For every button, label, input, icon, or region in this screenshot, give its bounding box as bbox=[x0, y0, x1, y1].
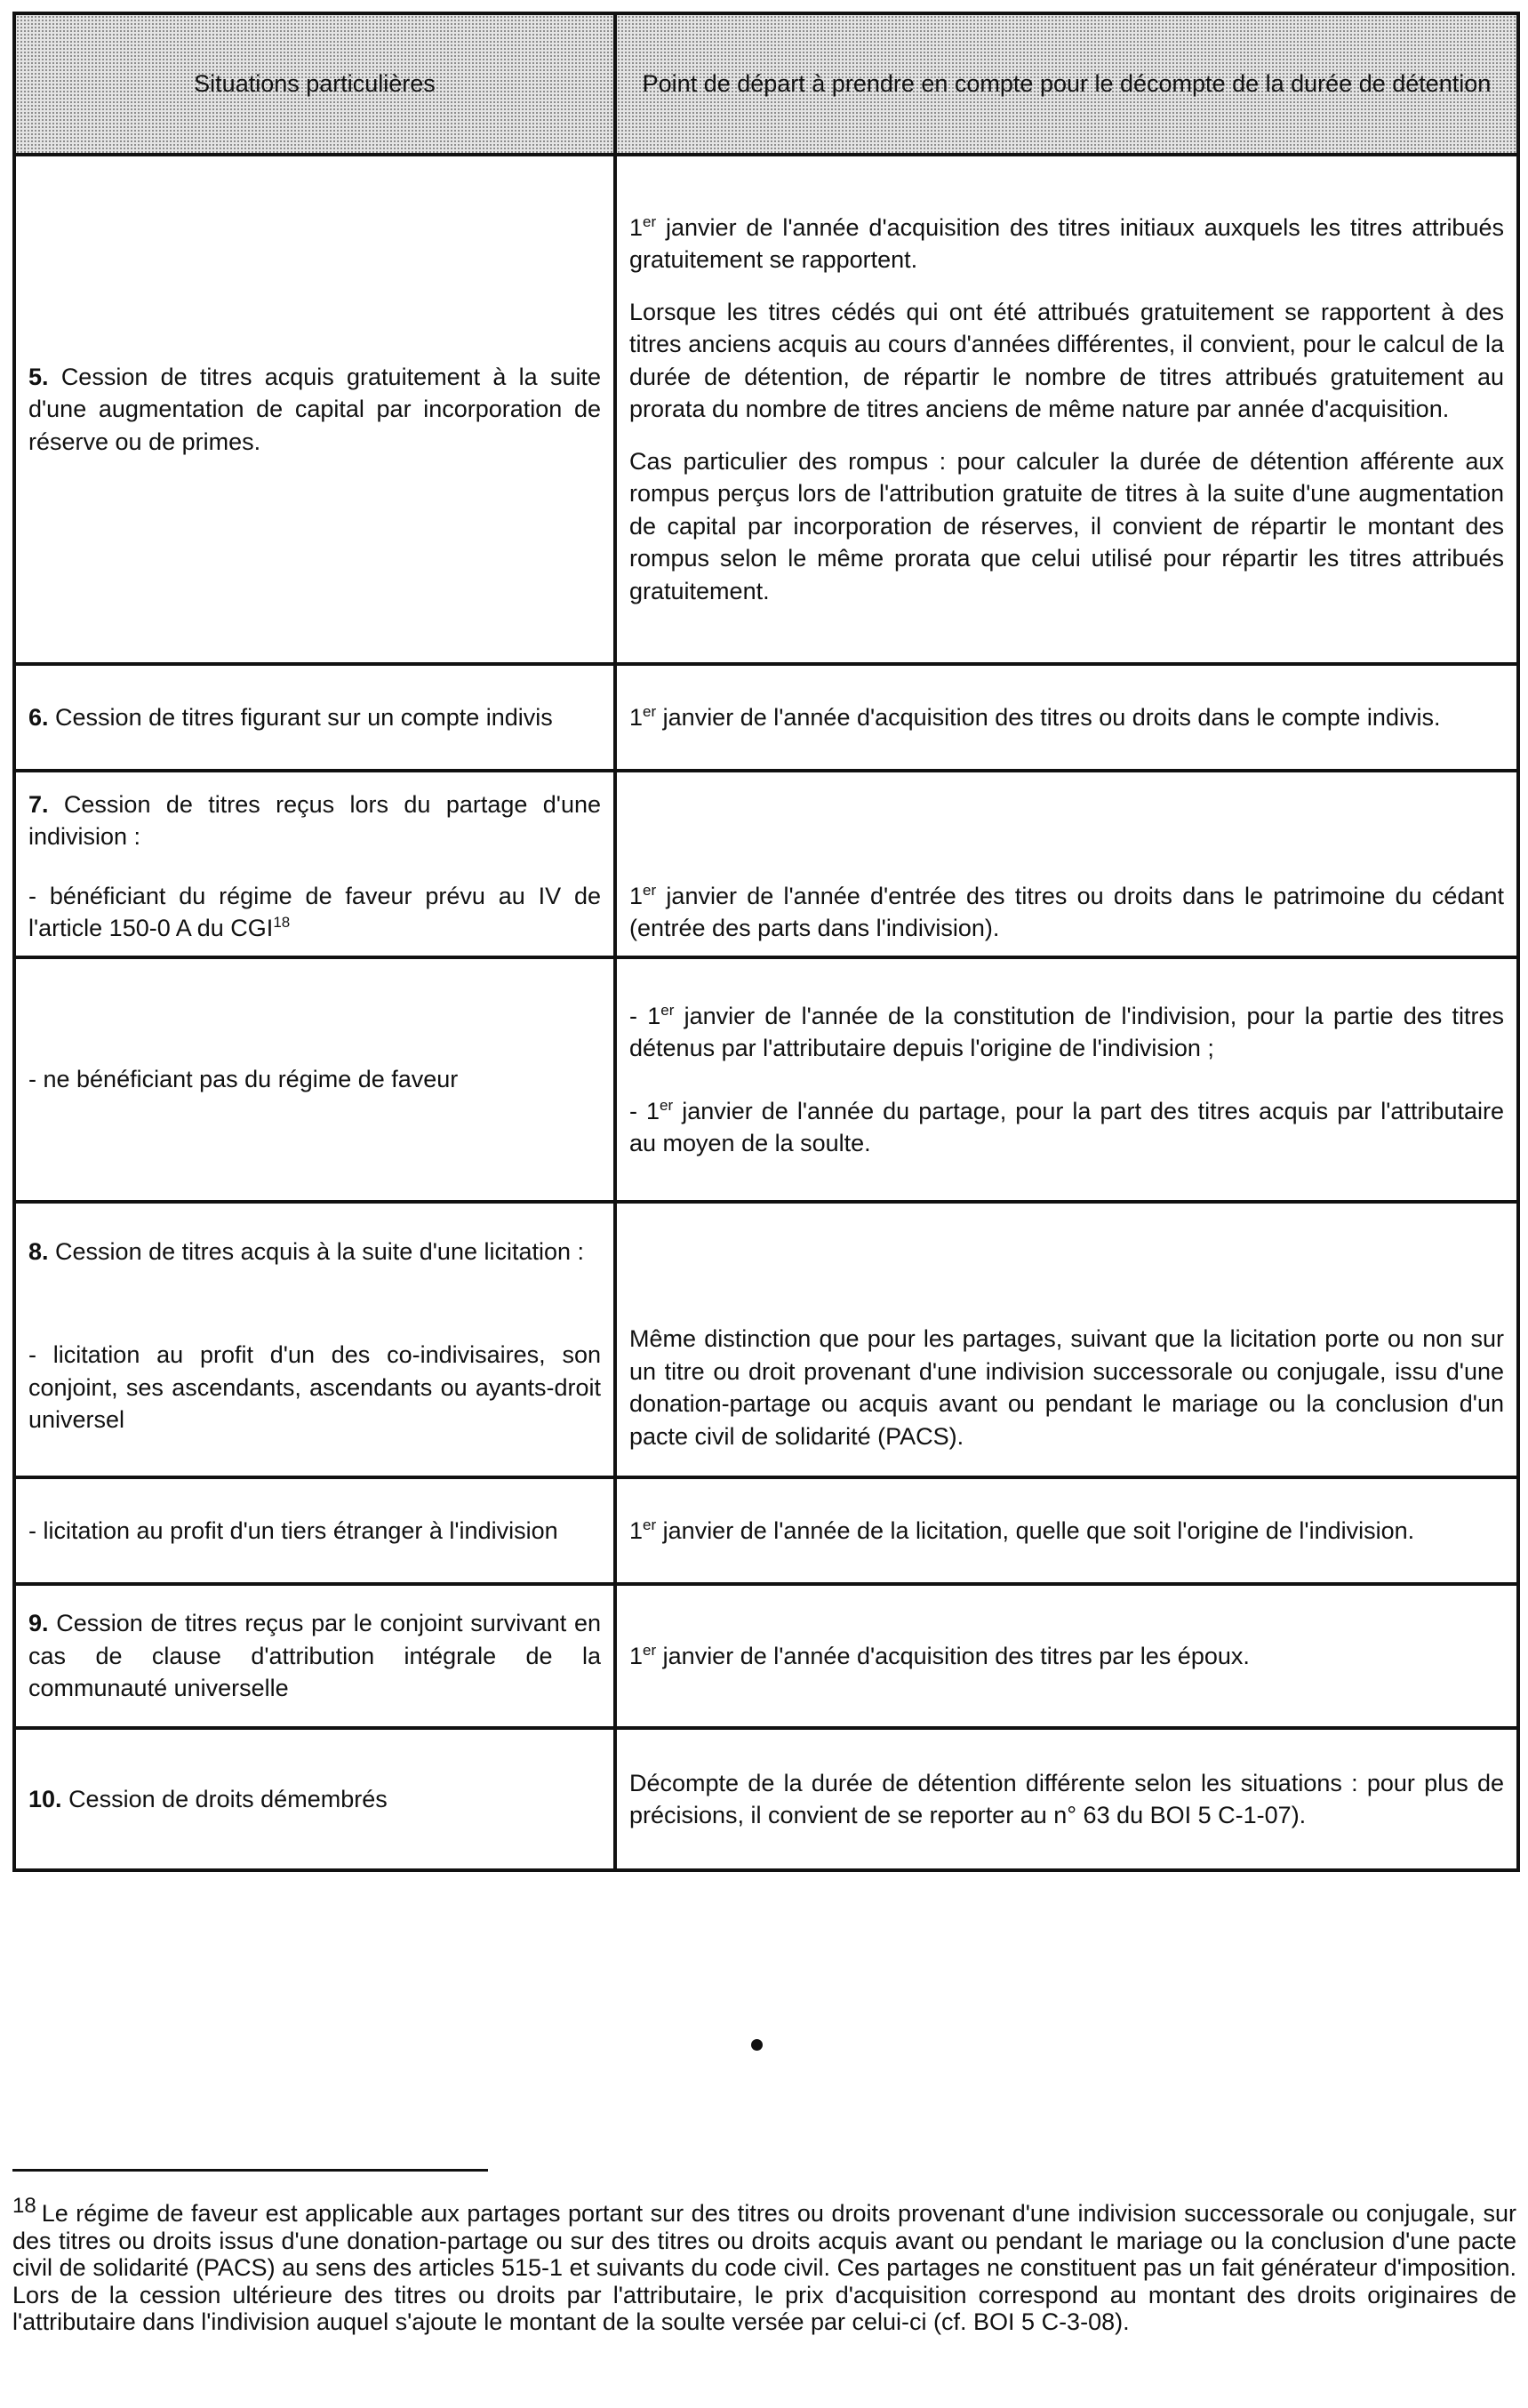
row7-sub2-start-point: - 1er janvier de l'année de la constitution de l'indivision, pour la partie des titres détenus par l'attributaire depuis l'origine de l'indivision ; - 1er janvier de l'année du partage, pour la part des titres acquis par l'attributaire au moyen de la soulte. bbox=[615, 957, 1518, 1202]
row7-number: 7. bbox=[28, 790, 49, 818]
footnote-divider bbox=[12, 2169, 488, 2172]
table-row-7-sub1 bbox=[14, 868, 1518, 957]
row10-start-point: Décompte de la durée de détention différente selon les situations : pour plus de précisions, il convient de se reporter au n° 63 du BOI 5 C-1-07). bbox=[615, 1728, 1518, 1870]
row10-situation bbox=[14, 1728, 615, 1870]
row8-number: 8. bbox=[28, 1237, 49, 1265]
table-row-7-sub2 bbox=[14, 957, 1518, 1202]
row8-sub2-situation: - licitation au profit d'un tiers étranger à l'indivision bbox=[14, 1477, 615, 1584]
row7-situation bbox=[14, 771, 615, 868]
row6-situation bbox=[14, 664, 615, 771]
row8-sub2-start-point: 1er janvier de l'année de la licitation, quelle que soit l'origine de l'indivision. bbox=[615, 1477, 1518, 1584]
bullet-separator-icon bbox=[751, 2039, 763, 2051]
row8-sub1-situation: - licitation au profit d'un des co-indivisaires, son conjoint, ses ascendants, ascendants ou ayants-droit universel bbox=[14, 1300, 615, 1477]
row9-situation bbox=[14, 1584, 615, 1728]
header-col1-label: Situations particulières bbox=[194, 70, 436, 98]
row6-number: 6. bbox=[28, 703, 49, 731]
table-row-10 bbox=[14, 1728, 1518, 1870]
row5-paragraph-1: 1er janvier de l'année d'acquisition des titres initiaux auxquels les titres attribués gratuitement se rapportent. bbox=[629, 212, 1504, 274]
header-situations bbox=[14, 13, 615, 155]
table-row-8-sub1 bbox=[14, 1300, 1518, 1477]
table-row-5 bbox=[14, 155, 1518, 664]
table-row-7-heading bbox=[14, 771, 1518, 868]
row8-situation-text: Cession de titres acquis à la suite d'une licitation : bbox=[55, 1237, 585, 1265]
row5-situation bbox=[14, 155, 615, 664]
row8-heading-empty bbox=[615, 1202, 1518, 1300]
header-col2-label: Point de départ à prendre en compte pour le décompte de la durée de détention bbox=[642, 70, 1492, 98]
header-start-point bbox=[615, 13, 1518, 155]
row8-sub1-start-point: Même distinction que pour les partages, suivant que la licitation porte ou non sur un titre ou droit provenant d'une indivision successorale ou conjugale, issu d'une donation-partage ou acquis avant ou pendant le mariage ou la conclusion d'un pacte civil de solidarité (PACS). bbox=[615, 1300, 1518, 1477]
row5-situation-text: Cession de titres acquis gratuitement à la suite d'une augmentation de capital par incorporation de réserve ou de primes. bbox=[28, 363, 601, 455]
row7-heading-empty bbox=[615, 771, 1518, 868]
table-row-8-heading bbox=[14, 1202, 1518, 1300]
row6-start-point: 1er janvier de l'année d'acquisition des titres ou droits dans le compte indivis. bbox=[615, 664, 1518, 771]
table-row-8-sub2 bbox=[14, 1477, 1518, 1584]
row10-situation-text: Cession de droits démembrés bbox=[68, 1785, 388, 1812]
row6-situation-text: Cession de titres figurant sur un compte indivis bbox=[55, 703, 553, 731]
row8-situation bbox=[14, 1202, 615, 1300]
row5-start-point bbox=[615, 155, 1518, 664]
row5-paragraph-3: Cas particulier des rompus : pour calculer la durée de détention afférente aux rompus perçus lors de l'attribution gratuite de titres à la suite d'une augmentation de capital par incorporation de réserves, il convient de répartir le montant des rompus selon le même prorata que celui utilisé pour répartir les titres attribués gratuitement. bbox=[629, 447, 1504, 604]
footnote-text: Le régime de faveur est applicable aux partages portant sur des titres ou droits provenant d'une indivision successorale ou conjugale, sur des titres ou droits issus d'une donation-partage ou sur des titres ou droits acquis avant ou pendant le mariage ou la conclusion d'une pacte civil de solidarité (PACS) au sens des articles 515-1 et suivants du code civil. Ces partages ne constituent pas un fait générateur d'imposition. Lors de la cession ultérieure des titres ou droits par l'attributaire, le prix d'acquisition correspond au montant des droits originaires de l'attributaire dans l'indivision auquel s'ajoute le montant de la soulte versée par celui-ci (cf. BOI 5 C-3-08). bbox=[12, 2200, 1516, 2335]
table-row-9 bbox=[14, 1584, 1518, 1728]
row5-number: 5. bbox=[28, 363, 49, 390]
row10-number: 10. bbox=[28, 1785, 62, 1812]
holding-period-table bbox=[12, 12, 1520, 1872]
row7-sub2-situation: - ne bénéficiant pas du régime de faveur bbox=[14, 957, 615, 1202]
row7-sub1-start-point: 1er janvier de l'année d'entrée des titres ou droits dans le patrimoine du cédant (entrée des parts dans l'indivision). bbox=[615, 868, 1518, 957]
footnote-ref-18: 18 bbox=[273, 914, 291, 931]
row9-situation-text: Cession de titres reçus par le conjoint survivant en cas de clause d'attribution intégrale de la communauté universelle bbox=[28, 1610, 601, 1702]
row7-sub1-situation: - bénéficiant du régime de faveur prévu au IV de l'article 150-0 A du CGI$^{18}$ bbox=[14, 868, 615, 957]
table-header-row bbox=[14, 13, 1518, 155]
row7-situation-text: Cession de titres reçus lors du partage d'une indivision : bbox=[28, 790, 601, 850]
row9-number: 9. bbox=[28, 1610, 49, 1637]
footnote-number: 18 bbox=[12, 2194, 36, 2218]
footnote-18 bbox=[12, 2194, 1516, 2336]
row5-paragraph-2: Lorsque les titres cédés qui ont été attribués gratuitement se rapportent à des titres anciens acquis au cours d'années différentes, il convient, pour le calcul de la durée de détention, de répartir le nombre de titres attribués gratuitement au prorata du nombre de titres anciens de même nature par année d'acquisition. bbox=[629, 298, 1504, 423]
row9-start-point: 1er janvier de l'année d'acquisition des titres par les époux. bbox=[615, 1584, 1518, 1728]
table-row-6 bbox=[14, 664, 1518, 771]
